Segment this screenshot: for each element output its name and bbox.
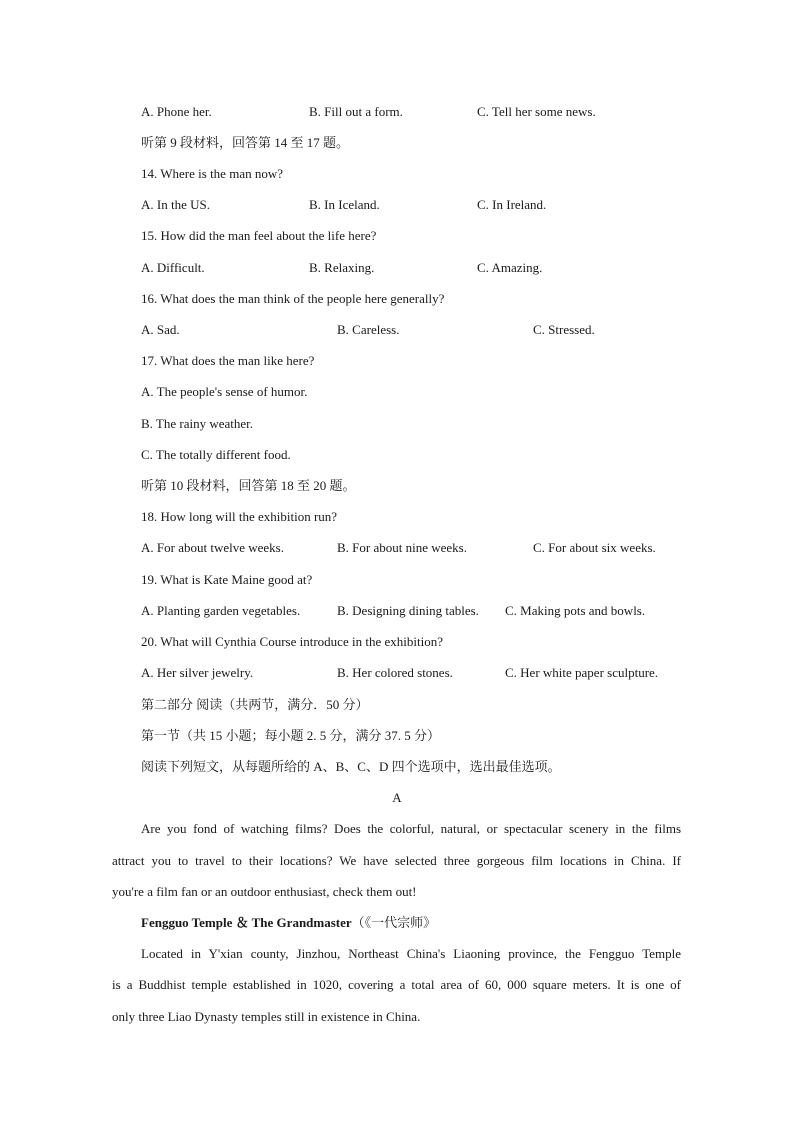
q16-option-a: A. Sad. (141, 322, 180, 337)
subheading-chinese-title: （《一代宗师》 (351, 915, 437, 930)
q19-option-a: A. Planting garden vegetables. (141, 603, 301, 618)
q13-option-a: A. Phone her. (141, 104, 212, 119)
q20-option-c: C. Her white paper sculpture. (505, 665, 659, 680)
section9-intro: 听第 9 段材料，回答第 14 至 17 题。 (141, 135, 350, 150)
part2-heading: 第二部分 阅读（共两节，满分．50 分） (141, 697, 369, 712)
q14-option-c: C. In Ireland. (477, 197, 547, 212)
q15-option-b: B. Relaxing. (309, 260, 375, 275)
temple-line-3: only three Liao Dynasty temples still in existence in China. (112, 1009, 421, 1024)
q17-option-c: C. The totally different food. (141, 447, 291, 462)
section1-heading: 第一节（共 15 小题；每小题 2. 5 分，满分 37. 5 分） (141, 728, 441, 743)
q14-option-b: B. In Iceland. (309, 197, 380, 212)
q18-option-a: A. For about twelve weeks. (141, 540, 284, 555)
q18-option-c: C. For about six weeks. (533, 540, 656, 555)
q14-option-a: A. In the US. (141, 197, 210, 212)
q15-stem: 15. How did the man feel about the life here? (141, 228, 377, 243)
q19-option-c: C. Making pots and bowls. (505, 603, 646, 618)
q18-option-b: B. For about nine weeks. (337, 540, 467, 555)
q20-option-b: B. Her colored stones. (337, 665, 453, 680)
q20-option-a: A. Her silver jewelry. (141, 665, 254, 680)
q18-stem: 18. How long will the exhibition run? (141, 509, 338, 524)
section10-intro: 听第 10 段材料，回答第 18 至 20 题。 (141, 478, 356, 493)
q16-option-c: C. Stressed. (533, 322, 595, 337)
q13-option-b: B. Fill out a form. (309, 104, 403, 119)
passage-label: A (392, 790, 402, 805)
intro-line-3: you're a film fan or an outdoor enthusiast, check them out! (112, 884, 417, 899)
q16-stem: 16. What does the man think of the people here generally? (141, 291, 445, 306)
q17-stem: 17. What does the man like here? (141, 353, 315, 368)
q15-option-a: A. Difficult. (141, 260, 205, 275)
subheading-title: Fengguo Temple ＆ The Grandmaster (141, 915, 352, 930)
q20-stem: 20. What will Cynthia Course introduce in the exhibition? (141, 634, 443, 649)
q19-stem: 19. What is Kate Maine good at? (141, 572, 313, 587)
q16-option-b: B. Careless. (337, 322, 400, 337)
q17-option-b: B. The rainy weather. (141, 416, 254, 431)
q13-option-c: C. Tell her some news. (477, 104, 596, 119)
intro-line-2: attract you to travel to their locations? We have selected three gorgeous film locations in China. If (112, 853, 681, 868)
temple-line-1: Located in Y'xian county, Jinzhou, Northeast China's Liaoning province, the Fengguo Temple (141, 946, 681, 961)
reading-instructions: 阅读下列短文，从每题所给的 A、B、C、D 四个选项中，选出最佳选项。 (141, 759, 561, 774)
q19-option-b: B. Designing dining tables. (337, 603, 479, 618)
subheading (141, 915, 436, 931)
q15-option-c: C. Amazing. (477, 260, 543, 275)
intro-line-1: Are you fond of watching films? Does the colorful, natural, or spectacular scenery in the films (141, 821, 681, 836)
temple-line-2: is a Buddhist temple established in 1020, covering a total area of 60, 000 square meters. It is one of (112, 977, 681, 992)
q14-stem: 14. Where is the man now? (141, 166, 283, 181)
q17-option-a: A. The people's sense of humor. (141, 384, 308, 399)
